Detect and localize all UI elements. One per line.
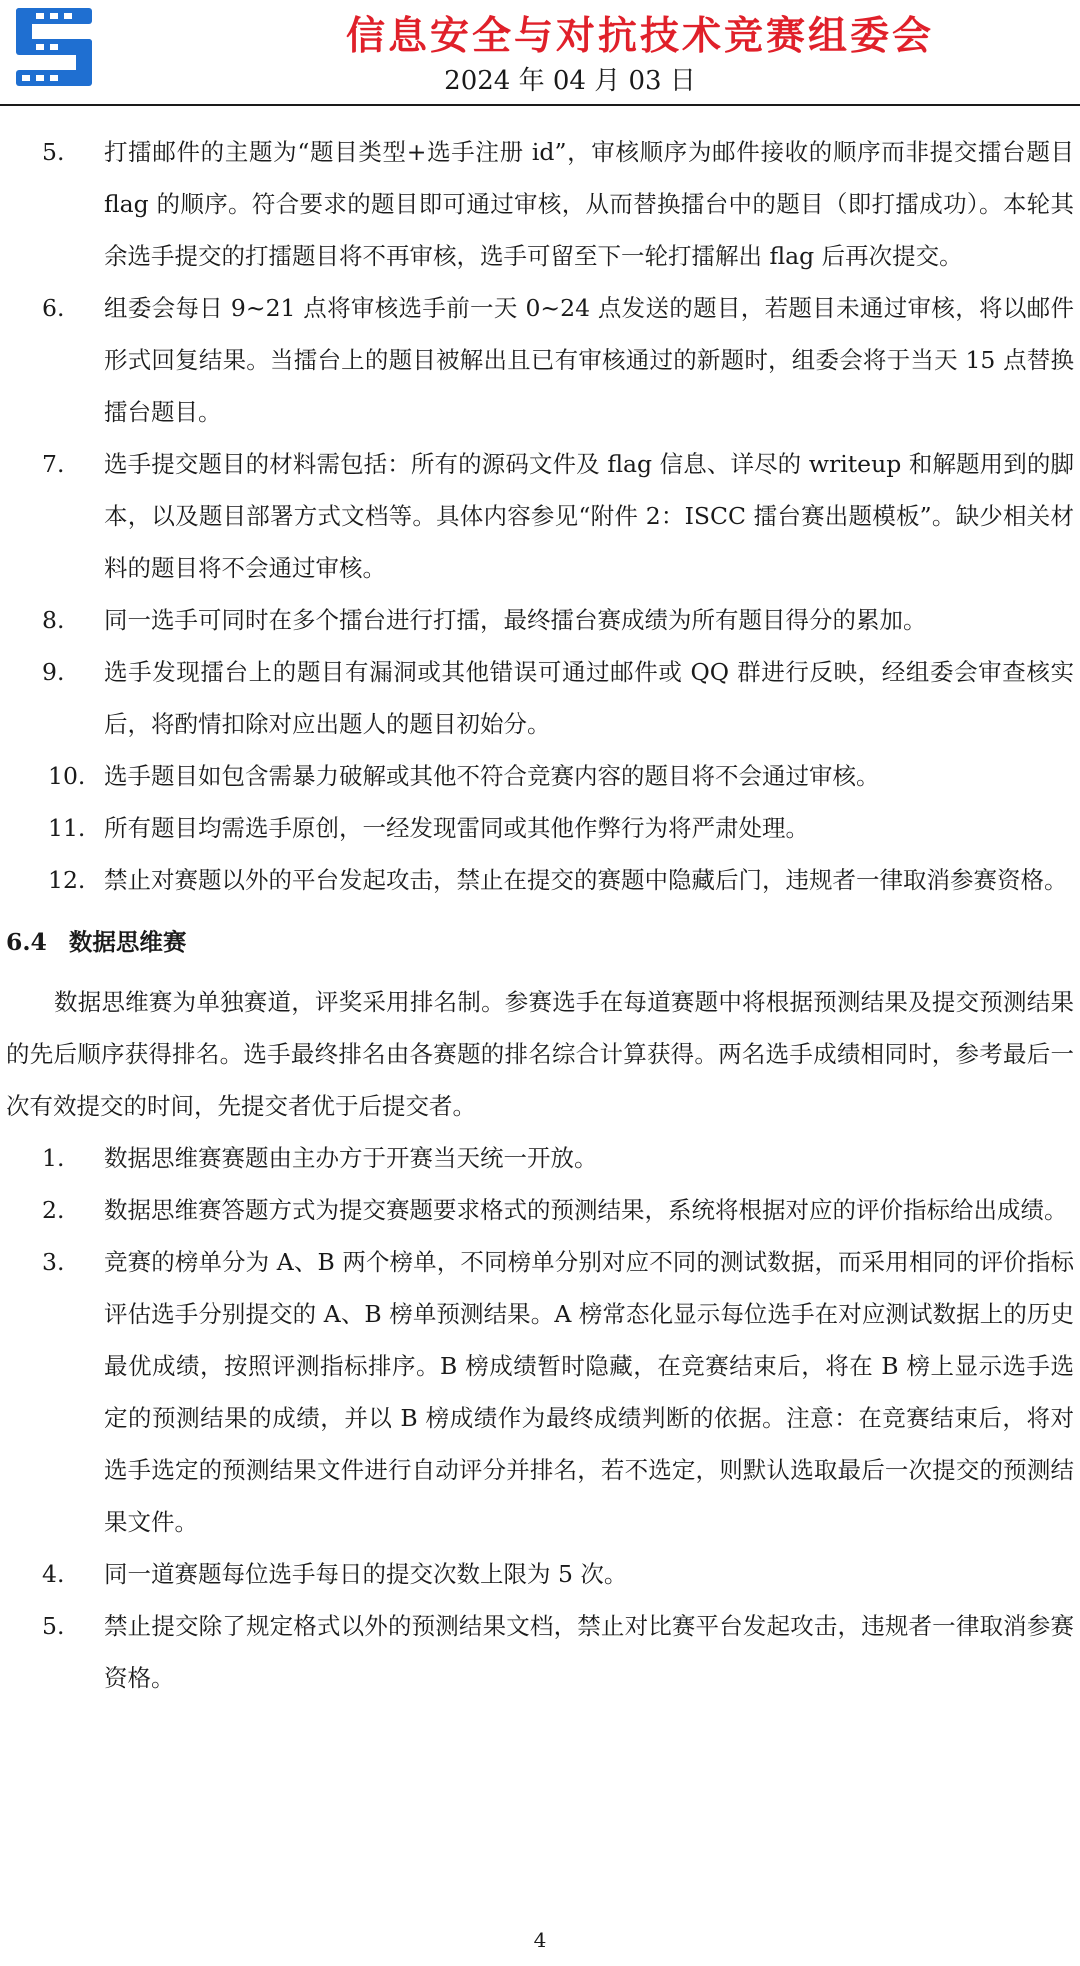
list-item-text: 所有题目均需选手原创，一经发现雷同或其他作弊行为将严肃处理。 [104,814,809,842]
list-item [6,1184,1074,1236]
list-item-number: 11. [48,814,86,842]
list-item [6,1548,1074,1600]
list-item-text: 数据思维赛赛题由主办方于开赛当天统一开放。 [104,1144,598,1172]
list-item-number: 9. [42,658,65,686]
arena-rules-list [6,126,1074,906]
list-item-number: 10. [48,762,86,790]
iscc-logo-icon [10,4,98,90]
list-item [6,126,1074,282]
list-item-text: 同一选手可同时在多个擂台进行打擂，最终擂台赛成绩为所有题目得分的累加。 [104,606,927,634]
list-item-text: 数据思维赛答题方式为提交赛题要求格式的预测结果，系统将根据对应的评价指标给出成绩。 [104,1196,1068,1224]
list-item-number: 6. [42,294,65,322]
list-item-text: 选手题目如包含需暴力破解或其他不符合竞赛内容的题目将不会通过审核。 [104,762,880,790]
organizer-name: 信息安全与对抗技术竞赛组委会 [345,13,934,59]
list-item-text: 组委会每日 9~21 点将审核选手前一天 0~24 点发送的题目，若题目未通过审核，将以邮件形式回复结果。当擂台上的题目被解出且已有审核通过的新题时，组委会将于当天 15 点替换擂台题目。 [104,294,1074,426]
list-item-number: 1. [42,1144,65,1172]
list-item-text: 选手发现擂台上的题目有漏洞或其他错误可通过邮件或 QQ 群进行反映，经组委会审查核实后，将酌情扣除对应出题人的题目初始分。 [104,658,1074,738]
data-contest-rules-list [6,1132,1074,1704]
list-item-text: 同一道赛题每位选手每日的提交次数上限为 5 次。 [104,1560,628,1588]
list-item-number: 5. [42,1612,65,1640]
list-item [6,854,1074,906]
list-item-text: 竞赛的榜单分为 A、B 两个榜单，不同榜单分别对应不同的测试数据，而采用相同的评价指标评估选手分别提交的 A、B 榜单预测结果。A 榜常态化显示每位选手在对应测试数据上的历史最优成绩，按照评测指标排序。B 榜成绩暂时隐藏，在竞赛结束后，将在 B 榜上显示选手选定的预测结果的成绩，并以 B 榜成绩作为最终成绩判断的依据。注意：在竞赛结束后，将对选手选定的预测结果文件进行自动评分并排名，若不选定，则默认选取最后一次提交的预测结果文件。 [104,1248,1074,1536]
list-item [6,594,1074,646]
list-item-text: 打擂邮件的主题为“题目类型+选手注册 id”，审核顺序为邮件接收的顺序而非提交擂台题目 flag 的顺序。符合要求的题目即可通过审核，从而替换擂台中的题目（即打擂成功）。本轮其余选手提交的打擂题目将不再审核，选手可留至下一轮打擂解出 flag 后再次提交。 [104,138,1074,270]
list-item [6,1600,1074,1704]
section-intro-paragraph: 数据思维赛为单独赛道，评奖采用排名制。参赛选手在每道赛题中将根据预测结果及提交预测结果的先后顺序获得排名。选手最终排名由各赛题的排名综合计算获得。两名选手成绩相同时，参考最后一次有效提交的时间，先提交者优于后提交者。 [6,988,1074,1120]
list-item [6,1132,1074,1184]
list-item [6,750,1074,802]
list-item [6,646,1074,750]
list-item-number: 8. [42,606,65,634]
header-divider [0,104,1080,106]
section-heading [6,916,1074,968]
list-item-number: 3. [42,1248,65,1276]
list-item [6,282,1074,438]
list-item-number: 7. [42,450,65,478]
list-item [6,438,1074,594]
section-number: 6.4 [6,928,47,956]
section-title: 数据思维赛 [68,928,187,956]
list-item [6,802,1074,854]
list-item [6,1236,1074,1548]
list-item-number: 2. [42,1196,65,1224]
list-item-number: 4. [42,1560,65,1588]
list-item-number: 12. [48,866,86,894]
list-item-number: 5. [42,138,65,166]
list-item-text: 禁止提交除了规定格式以外的预测结果文档，禁止对比赛平台发起攻击，违规者一律取消参赛资格。 [104,1612,1074,1692]
page-header [0,0,1080,110]
header-date: 2024 年 04 月 03 日 [444,66,696,96]
page-body [6,126,1074,1704]
list-item-text: 禁止对赛题以外的平台发起攻击，禁止在提交的赛题中隐藏后门，违规者一律取消参赛资格。 [104,866,1068,894]
page-number: 4 [533,1928,547,1952]
list-item-text: 选手提交题目的材料需包括：所有的源码文件及 flag 信息、详尽的 writeup 和解题用到的脚本，以及题目部署方式文档等。具体内容参见“附件 2：ISCC 擂台赛出题模板”。缺少相关材料的题目将不会通过审核。 [104,450,1074,582]
